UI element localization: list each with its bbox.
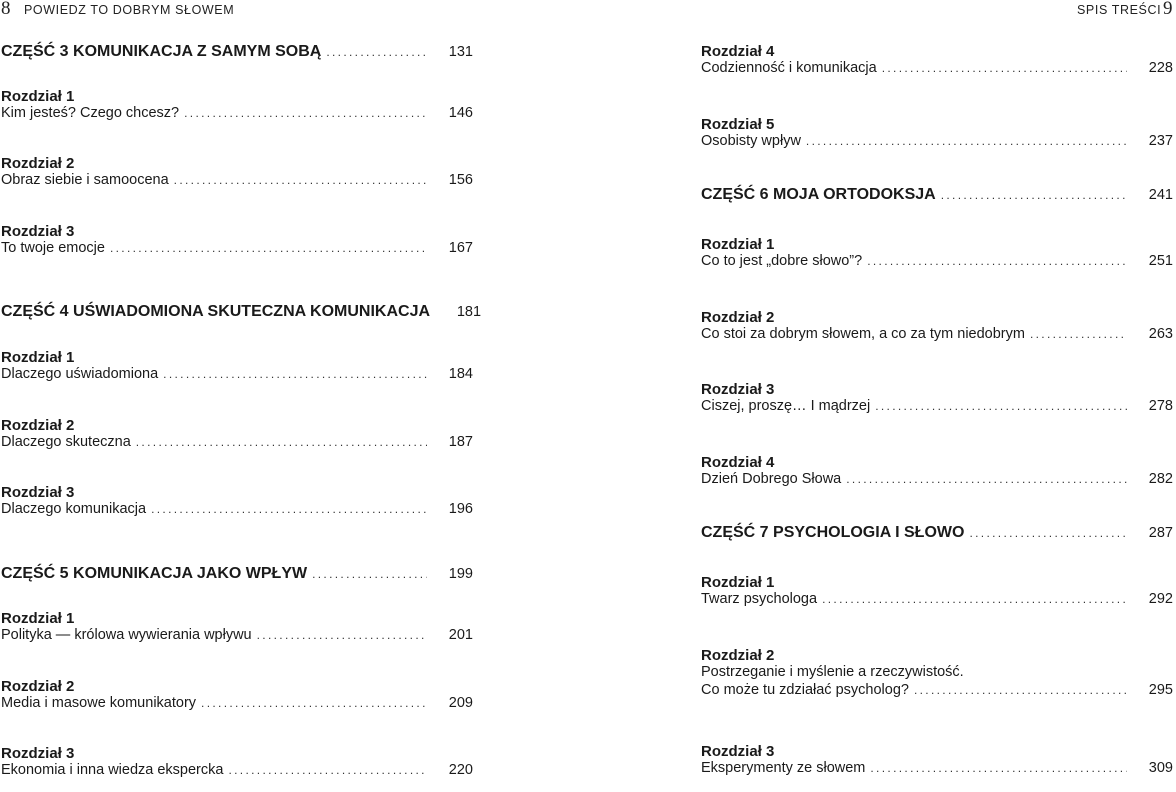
chapter-title: Ekonomia i inna wiedza ekspercka — [1, 762, 224, 778]
right-running-head: SPIS TREŚCI — [1077, 3, 1162, 17]
page-ref: 282 — [1148, 471, 1173, 487]
chapter-label: Rozdział 2 — [1, 155, 75, 172]
dot-leader — [875, 399, 1127, 413]
page-ref: 287 — [1148, 525, 1173, 541]
chapter-label: Rozdział 1 — [701, 574, 775, 591]
page-ref: 131 — [448, 44, 473, 60]
chapter-title: Co może tu zdziałać psycholog? — [701, 682, 909, 698]
toc-chapter-entry[interactable] — [701, 43, 1173, 76]
page-ref: 201 — [448, 627, 473, 643]
toc-part-entry[interactable] — [1, 565, 473, 583]
left-running-head: POWIEDZ TO DOBRYM SŁOWEM — [24, 3, 235, 17]
chapter-title-line1: Postrzeganie i myślenie a rzeczywistość. — [701, 664, 964, 680]
chapter-label: Rozdział 4 — [701, 454, 775, 471]
page-ref: 278 — [1148, 398, 1173, 414]
dot-leader — [174, 173, 427, 187]
chapter-title: Dlaczego uświadomiona — [1, 366, 159, 382]
page-ref: 241 — [1148, 187, 1173, 203]
part-title: CZĘŚĆ 5 KOMUNIKACJA JAKO WPŁYW — [1, 565, 308, 582]
dot-leader — [163, 367, 427, 381]
dot-leader — [870, 761, 1127, 775]
toc-left-column — [1, 0, 482, 792]
toc-chapter-entry[interactable] — [1, 678, 473, 711]
left-page-number: 8 — [1, 0, 11, 19]
page-ref: 146 — [448, 105, 473, 121]
chapter-title: To twoje emocje — [1, 240, 105, 256]
dot-leader — [806, 134, 1127, 148]
page-ref: 251 — [1148, 253, 1173, 269]
chapter-label: Rozdział 1 — [701, 236, 775, 253]
page-ref: 181 — [456, 304, 482, 320]
chapter-title: Co to jest „dobre słowo”? — [701, 253, 863, 269]
toc-chapter-entry[interactable] — [1, 349, 473, 382]
toc-chapter-entry[interactable] — [1, 417, 473, 450]
chapter-title: Eksperymenty ze słowem — [701, 760, 866, 776]
toc-chapter-entry[interactable] — [701, 574, 1173, 607]
dot-leader — [914, 683, 1127, 697]
chapter-label: Rozdział 2 — [1, 417, 75, 434]
toc-part-entry[interactable] — [1, 303, 482, 321]
part-title: CZĘŚĆ 7 PSYCHOLOGIA I SŁOWO — [701, 524, 965, 541]
toc-right-column — [701, 0, 1173, 792]
part-title: CZĘŚĆ 3 KOMUNIKACJA Z SAMYM SOBĄ — [1, 43, 322, 60]
toc-chapter-entry[interactable] — [701, 116, 1173, 149]
page-ref: 292 — [1148, 591, 1173, 607]
toc-chapter-entry[interactable] — [1, 610, 473, 643]
toc-chapter-entry[interactable] — [1, 484, 473, 517]
page-ref: 237 — [1148, 133, 1173, 149]
chapter-label: Rozdział 3 — [1, 484, 75, 501]
dot-leader — [867, 254, 1127, 268]
toc-chapter-entry[interactable] — [1, 88, 473, 121]
toc-chapter-entry[interactable] — [701, 454, 1173, 487]
page-ref: 167 — [448, 240, 473, 256]
page-ref: 199 — [448, 566, 473, 582]
toc-chapter-entry[interactable] — [701, 381, 1173, 414]
dot-leader — [312, 567, 427, 581]
chapter-title: Media i masowe komunikatory — [1, 695, 197, 711]
chapter-label: Rozdział 4 — [701, 43, 775, 60]
chapter-label: Rozdział 1 — [1, 88, 75, 105]
dot-leader — [201, 696, 427, 710]
chapter-label: Rozdział 2 — [701, 647, 775, 664]
toc-chapter-entry[interactable] — [701, 743, 1173, 776]
page-ref: 295 — [1148, 682, 1173, 698]
page-ref: 196 — [448, 501, 473, 517]
chapter-label: Rozdział 1 — [1, 610, 75, 627]
toc-part-entry[interactable] — [701, 186, 1173, 204]
chapter-label: Rozdział 5 — [701, 116, 775, 133]
dot-leader — [1030, 327, 1127, 341]
chapter-title: Dlaczego skuteczna — [1, 434, 131, 450]
dot-leader — [822, 592, 1127, 606]
chapter-title: Osobisty wpływ — [701, 133, 801, 149]
page-ref: 263 — [1148, 326, 1173, 342]
chapter-title: Codzienność i komunikacja — [701, 60, 877, 76]
toc-part-entry[interactable] — [1, 43, 473, 61]
dot-leader — [326, 45, 427, 59]
dot-leader — [136, 435, 427, 449]
right-page-number: 9 — [1163, 0, 1173, 19]
toc-chapter-entry[interactable] — [1, 223, 473, 256]
chapter-label: Rozdział 3 — [1, 745, 75, 762]
chapter-label: Rozdział 2 — [701, 309, 775, 326]
chapter-label: Rozdział 3 — [701, 743, 775, 760]
toc-chapter-entry[interactable] — [701, 236, 1173, 269]
toc-chapter-entry[interactable] — [701, 647, 1173, 698]
page-ref: 228 — [1148, 60, 1173, 76]
chapter-title: Ciszej, proszę… I mądrzej — [701, 398, 871, 414]
chapter-label: Rozdział 1 — [1, 349, 75, 366]
toc-chapter-entry[interactable] — [1, 745, 473, 778]
part-title: CZĘŚĆ 4 UŚWIADOMIONA SKUTECZNA KOMUNIKACJA — [1, 303, 431, 320]
dot-leader — [969, 526, 1127, 540]
chapter-label: Rozdział 3 — [1, 223, 75, 240]
page-ref: 220 — [448, 762, 473, 778]
toc-chapter-entry[interactable] — [701, 309, 1173, 342]
page-ref: 156 — [448, 172, 473, 188]
chapter-label: Rozdział 3 — [701, 381, 775, 398]
chapter-title: Twarz psychologa — [701, 591, 818, 607]
dot-leader — [941, 188, 1127, 202]
dot-leader — [228, 763, 427, 777]
dot-leader — [257, 628, 427, 642]
chapter-title: Dzień Dobrego Słowa — [701, 471, 842, 487]
dot-leader — [846, 472, 1127, 486]
chapter-title: Co stoi za dobrym słowem, a co za tym niedobrym — [701, 326, 1025, 342]
toc-part-entry[interactable] — [701, 524, 1173, 542]
dot-leader — [882, 61, 1127, 75]
page-ref: 184 — [448, 366, 473, 382]
dot-leader — [151, 502, 427, 516]
chapter-title: Obraz siebie i samoocena — [1, 172, 169, 188]
dot-leader — [110, 241, 427, 255]
chapter-label: Rozdział 2 — [1, 678, 75, 695]
chapter-title: Dlaczego komunikacja — [1, 501, 147, 517]
chapter-title: Kim jesteś? Czego chcesz? — [1, 105, 180, 121]
dot-leader — [184, 106, 427, 120]
page-ref: 187 — [448, 434, 473, 450]
toc-chapter-entry[interactable] — [1, 155, 473, 188]
chapter-title: Polityka — królowa wywierania wpływu — [1, 627, 252, 643]
page-ref: 309 — [1148, 760, 1173, 776]
page-ref: 209 — [448, 695, 473, 711]
part-title: CZĘŚĆ 6 MOJA ORTODOKSJA — [701, 186, 936, 203]
